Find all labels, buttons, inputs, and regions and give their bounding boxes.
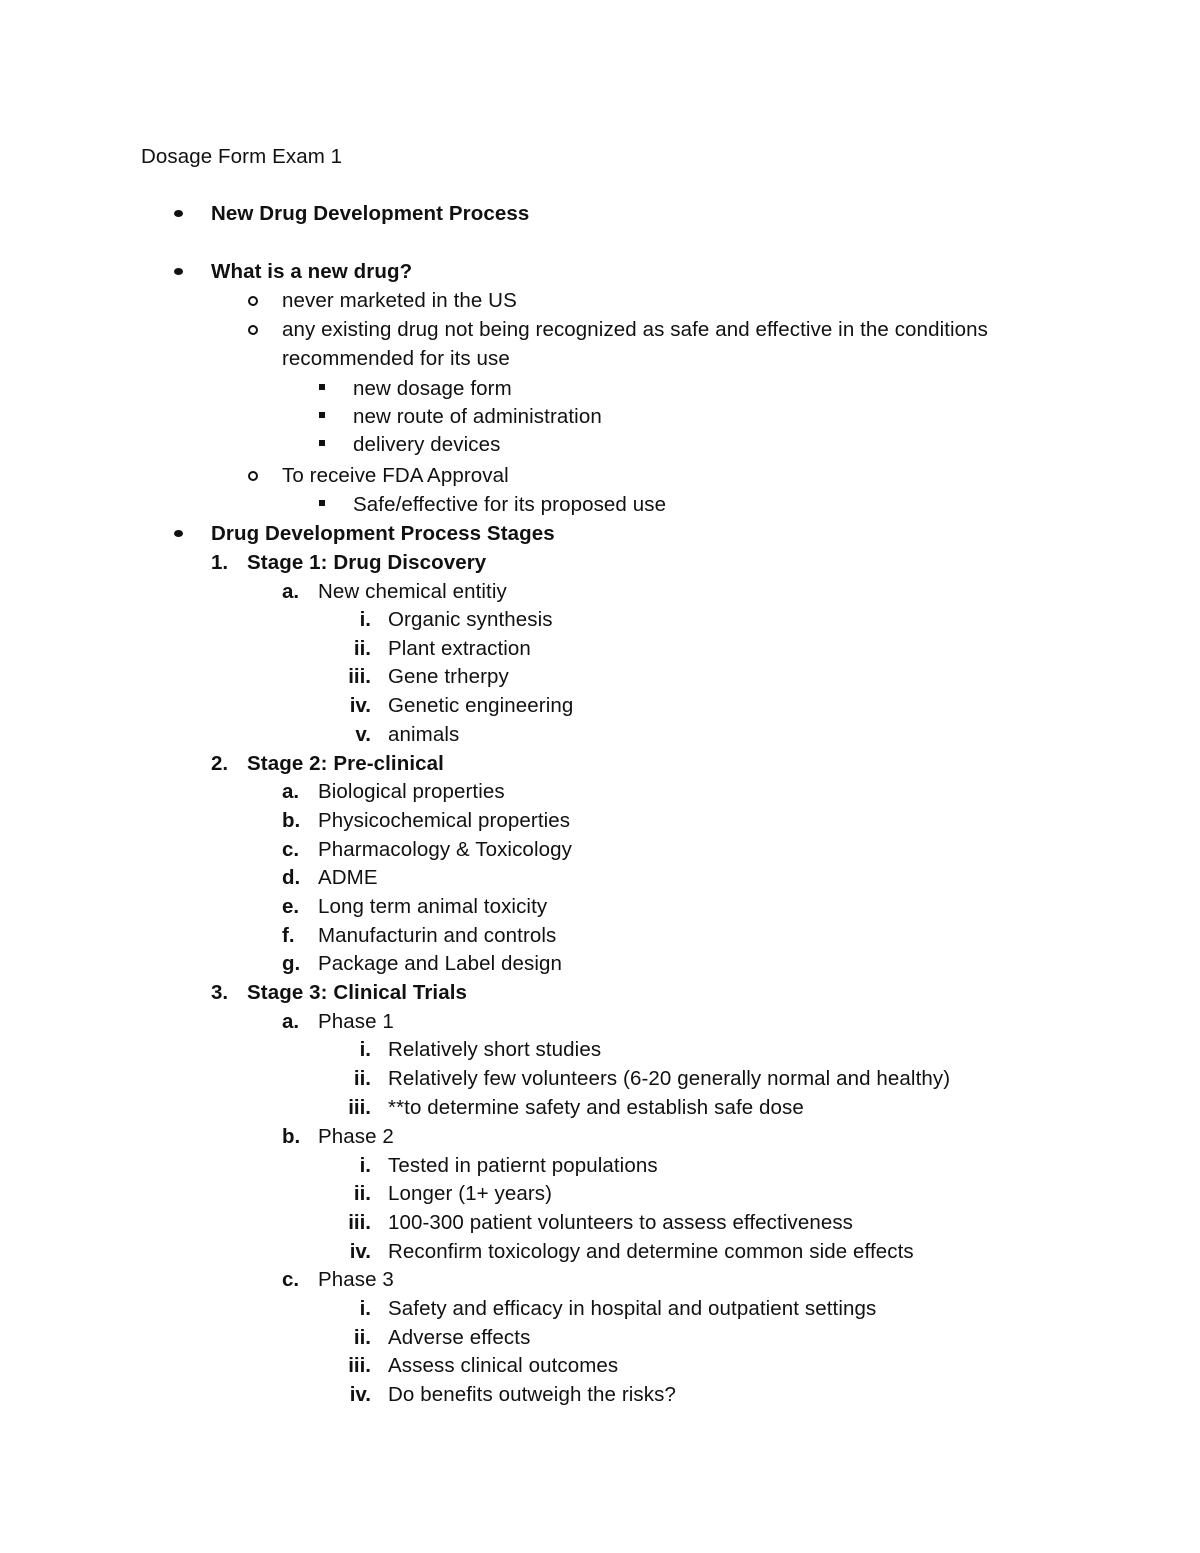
list-letter: f. [282, 924, 295, 947]
list-roman: iv. [349, 1240, 371, 1263]
list-item: Biological properties [318, 780, 505, 803]
bullet-square-icon [319, 384, 325, 390]
phase-1-title: Phase 1 [318, 1010, 394, 1033]
list-item: Long term animal toxicity [318, 895, 548, 918]
list-item: **to determine safety and establish safe dose [388, 1096, 804, 1119]
list-letter: a. [282, 1010, 300, 1033]
heading-new-drug-development: New Drug Development Process [211, 202, 530, 225]
list-roman: i. [359, 1297, 371, 1320]
list-item: Relatively few volunteers (6-20 generally normal and healthy) [388, 1067, 951, 1090]
list-letter: b. [282, 809, 301, 832]
list-item: Relatively short studies [388, 1038, 602, 1061]
bullet-circle-icon [248, 471, 258, 481]
list-item: ADME [318, 866, 378, 889]
list-item: Tested in patiernt populations [388, 1154, 658, 1177]
list-item: animals [388, 723, 460, 746]
bullet-square-icon [319, 412, 325, 418]
list-letter: g. [282, 952, 301, 975]
list-roman: ii. [353, 1326, 371, 1349]
list-item: new route of administration [353, 405, 602, 428]
bullet-disc-icon [174, 268, 183, 275]
list-item: never marketed in the US [282, 289, 517, 312]
list-letter: d. [282, 866, 301, 889]
list-item: Physicochemical properties [318, 809, 571, 832]
list-item: any existing drug not being recognized as safe and effective in the conditions [282, 318, 989, 341]
stage-1-title: Stage 1: Drug Discovery [247, 551, 487, 574]
list-number: 1. [211, 551, 229, 574]
list-roman: iv. [349, 694, 371, 717]
bullet-circle-icon [248, 296, 258, 306]
stage-3-title: Stage 3: Clinical Trials [247, 981, 468, 1004]
bullet-square-icon [319, 440, 325, 446]
list-number: 2. [211, 752, 229, 775]
list-roman: iii. [348, 1096, 371, 1119]
list-item: 100-300 patient volunteers to assess effectiveness [388, 1211, 854, 1234]
bullet-disc-icon [174, 210, 183, 217]
list-roman: v. [355, 723, 371, 746]
list-item: delivery devices [353, 433, 501, 456]
list-roman: iii. [348, 665, 371, 688]
list-item: To receive FDA Approval [282, 464, 509, 487]
list-roman: ii. [353, 1067, 371, 1090]
list-letter: a. [282, 580, 300, 603]
list-item: Package and Label design [318, 952, 563, 975]
list-roman: i. [359, 1154, 371, 1177]
list-number: 3. [211, 981, 229, 1004]
list-item: Safe/effective for its proposed use [353, 493, 667, 516]
list-item: Reconfirm toxicology and determine common side effects [388, 1240, 914, 1263]
list-roman: ii. [353, 1182, 371, 1205]
heading-what-is-new-drug: What is a new drug? [211, 260, 413, 283]
list-letter: b. [282, 1125, 301, 1148]
document-title: Dosage Form Exam 1 [141, 145, 343, 168]
list-item: Assess clinical outcomes [388, 1354, 619, 1377]
list-item: Genetic engineering [388, 694, 574, 717]
bullet-circle-icon [248, 325, 258, 335]
list-item: Gene trherpy [388, 665, 509, 688]
list-roman: ii. [353, 637, 371, 660]
list-roman: iv. [349, 1383, 371, 1406]
list-roman: iii. [348, 1354, 371, 1377]
stage-2-title: Stage 2: Pre-clinical [247, 752, 444, 775]
list-item: Do benefits outweigh the risks? [388, 1383, 676, 1406]
list-item: Adverse effects [388, 1326, 531, 1349]
bullet-square-icon [319, 500, 325, 506]
list-letter: c. [282, 838, 300, 861]
list-letter: c. [282, 1268, 300, 1291]
list-roman: i. [359, 608, 371, 631]
list-roman: iii. [348, 1211, 371, 1234]
phase-2-title: Phase 2 [318, 1125, 394, 1148]
list-letter: a. [282, 780, 300, 803]
list-item: Organic synthesis [388, 608, 553, 631]
phase-3-title: Phase 3 [318, 1268, 394, 1291]
list-item: Plant extraction [388, 637, 531, 660]
list-item: Manufacturin and controls [318, 924, 557, 947]
heading-stages: Drug Development Process Stages [211, 522, 555, 545]
list-item: Longer (1+ years) [388, 1182, 553, 1205]
list-item: Safety and efficacy in hospital and outpatient settings [388, 1297, 877, 1320]
list-letter: e. [282, 895, 300, 918]
list-item-continuation: recommended for its use [282, 347, 510, 370]
list-roman: i. [359, 1038, 371, 1061]
list-item: Pharmacology & Toxicology [318, 838, 572, 861]
list-item: New chemical entitiy [318, 580, 507, 603]
bullet-disc-icon [174, 530, 183, 537]
list-item: new dosage form [353, 377, 512, 400]
